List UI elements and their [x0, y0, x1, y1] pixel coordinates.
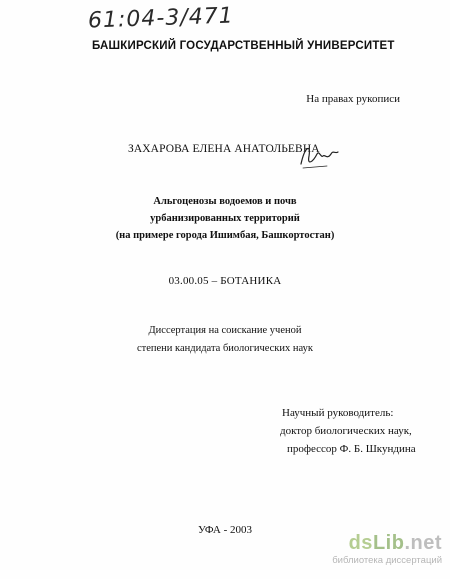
logo-ds: ds: [348, 532, 373, 554]
handwritten-catalog-code: 61:04-3/471: [87, 3, 235, 34]
author-name: ЗАХАРОВА ЕЛЕНА АНАТОЛЬЕВНА: [128, 143, 320, 155]
supervisor-degree: доктор биологических наук,: [280, 425, 412, 437]
watermark-subtitle: библиотека диссертаций: [332, 555, 442, 566]
specialty-code: 03.00.05 – БОТАНИКА: [168, 275, 282, 287]
title-line-3: (на примере города Ишимбая, Башкортостан): [115, 230, 335, 241]
degree-statement: [0, 322, 450, 358]
supervisor-name: профессор Ф. Б. Шкундина: [287, 443, 416, 455]
university-name: БАШКИРСКИЙ ГОСУДАРСТВЕННЫЙ УНИВЕРСИТЕТ: [92, 40, 395, 52]
manuscript-rights-note: На правах рукописи: [306, 93, 400, 105]
logo-lib: Lib: [372, 532, 405, 554]
supervisor-heading: Научный руководитель:: [282, 407, 394, 419]
dslib-logo: [322, 533, 442, 553]
logo-net: .net: [404, 532, 442, 554]
title-line-1: Альгоценозы водоемов и почв: [153, 196, 297, 207]
degree-line-2: степени кандидата биологических наук: [136, 343, 313, 354]
city-and-year: УФА - 2003: [197, 524, 253, 536]
degree-line-1: Диссертация на соискание ученой: [148, 325, 302, 336]
title-line-2: урбанизированных территорий: [150, 213, 300, 224]
dslib-watermark: [322, 533, 442, 573]
dissertation-title: [0, 193, 450, 244]
author-signature: [297, 140, 341, 172]
